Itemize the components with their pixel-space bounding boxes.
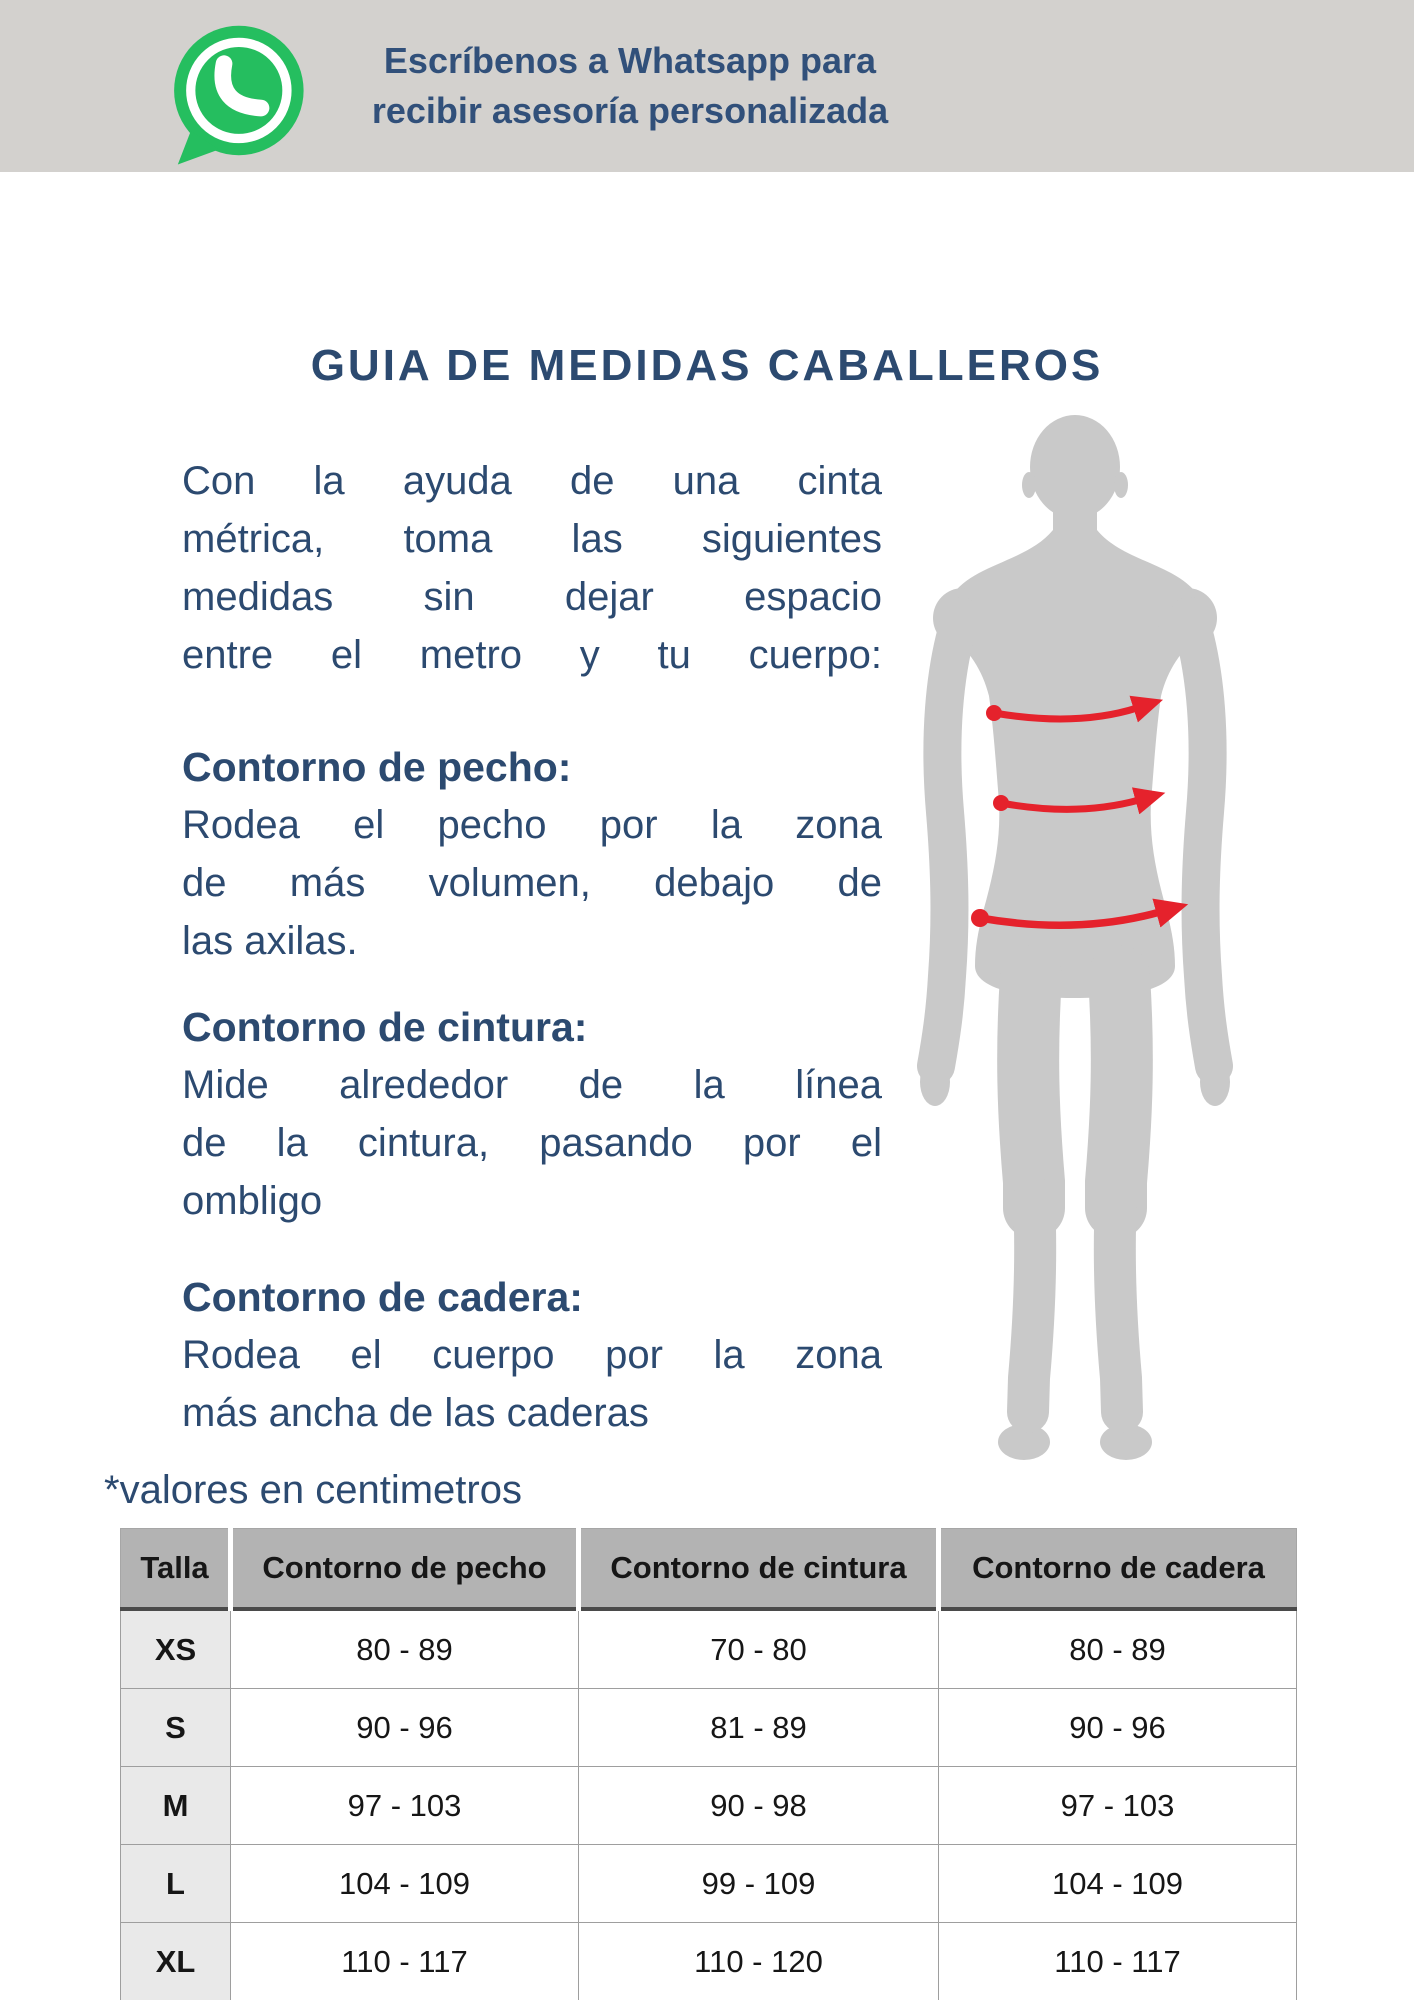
- cell-cintura: 81 - 89: [579, 1689, 939, 1767]
- table-header-row: [121, 1529, 1297, 1610]
- cell-cintura: 99 - 109: [579, 1845, 939, 1923]
- section-line: de la cintura, pasando por el: [182, 1121, 882, 1165]
- section-contorno-cadera: [182, 1268, 882, 1442]
- section-line: más ancha de las caderas: [182, 1391, 649, 1435]
- cell-cadera: 110 - 117: [939, 1923, 1297, 2000]
- left-thigh: [1028, 976, 1034, 1208]
- section-line: las axilas.: [182, 919, 358, 963]
- cell-cadera: 80 - 89: [939, 1609, 1297, 1689]
- cell-cadera: 97 - 103: [939, 1767, 1297, 1845]
- size-table: [120, 1528, 1297, 2000]
- table-row: [121, 1609, 1297, 1689]
- cell-cadera: 90 - 96: [939, 1689, 1297, 1767]
- whatsapp-icon[interactable]: [163, 22, 311, 170]
- cell-talla: M: [121, 1767, 231, 1845]
- whatsapp-banner[interactable]: [0, 0, 1414, 172]
- table-row: [121, 1845, 1297, 1923]
- cell-pecho: 110 - 117: [231, 1923, 579, 2000]
- intro-line: entre el metro y tu cuerpo:: [182, 633, 882, 677]
- section-line: Rodea el pecho por la zona: [182, 803, 882, 847]
- page-title: GUIA DE MEDIDAS CABALLEROS: [310, 341, 1104, 391]
- table-row: [121, 1767, 1297, 1845]
- banner-line-2: recibir asesoría personalizada: [371, 90, 889, 131]
- section-contorno-cintura: [182, 998, 882, 1230]
- col-header-pecho: Contorno de pecho: [231, 1529, 579, 1610]
- right-arm: [1189, 616, 1214, 1066]
- section-heading: Contorno de cintura:: [182, 1004, 588, 1050]
- table-row: [121, 1689, 1297, 1767]
- cell-cintura: 70 - 80: [579, 1609, 939, 1689]
- cell-talla: XS: [121, 1609, 231, 1689]
- section-line: ombligo: [182, 1179, 323, 1223]
- cell-cintura: 110 - 120: [579, 1923, 939, 2000]
- section-contorno-pecho: [182, 738, 882, 970]
- cell-pecho: 80 - 89: [231, 1609, 579, 1689]
- intro-line: Con la ayuda de una cinta: [182, 459, 882, 503]
- units-note: *valores en centimetros: [104, 1468, 522, 1512]
- right-thigh: [1116, 976, 1122, 1208]
- intro-line: métrica, toma las siguientes: [182, 517, 882, 561]
- intro-line: medidas sin dejar espacio: [182, 575, 882, 619]
- intro-paragraph: [182, 452, 882, 684]
- male-body-silhouette: [915, 410, 1235, 1470]
- col-header-cintura: Contorno de cintura: [579, 1529, 939, 1610]
- cell-pecho: 97 - 103: [231, 1767, 579, 1845]
- col-header-talla: Talla: [121, 1529, 231, 1610]
- col-header-cadera: Contorno de cadera: [939, 1529, 1297, 1610]
- section-line: Rodea el cuerpo por la zona: [182, 1333, 882, 1377]
- section-line: Mide alrededor de la línea: [182, 1063, 882, 1107]
- cell-cadera: 104 - 109: [939, 1845, 1297, 1923]
- cell-cintura: 90 - 98: [579, 1767, 939, 1845]
- section-heading: Contorno de pecho:: [182, 744, 572, 790]
- section-heading: Contorno de cadera:: [182, 1274, 583, 1320]
- cell-talla: S: [121, 1689, 231, 1767]
- cell-talla: XL: [121, 1923, 231, 2000]
- section-line: de más volumen, debajo de: [182, 861, 882, 905]
- cell-pecho: 104 - 109: [231, 1845, 579, 1923]
- cell-talla: L: [121, 1845, 231, 1923]
- right-calf: [1115, 1198, 1122, 1412]
- banner-text: [330, 36, 930, 136]
- table-row: [121, 1923, 1297, 2000]
- banner-line-1: Escríbenos a Whatsapp para: [383, 40, 877, 81]
- left-calf: [1028, 1198, 1035, 1412]
- cell-pecho: 90 - 96: [231, 1689, 579, 1767]
- left-arm: [936, 616, 961, 1066]
